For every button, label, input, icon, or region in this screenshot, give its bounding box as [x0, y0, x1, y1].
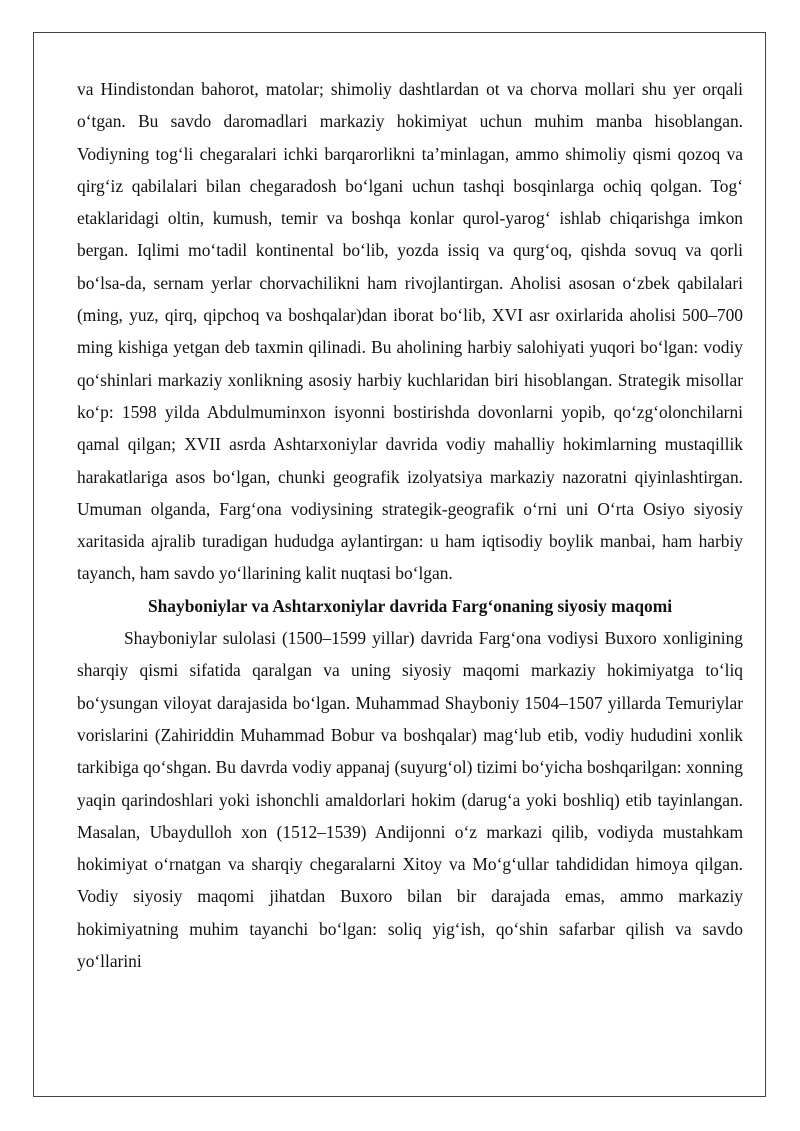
section-heading: Shayboniylar va Ashtarxoniylar davrida Farg‘onaning siyosiy maqomi — [147, 595, 673, 616]
paragraph-continuation: va Hindistondan bahorot, matolar; shimoliy dashtlardan ot va chorva mollari shu yer orqali o‘tgan. Bu savdo daromadlari markaziy hokimiyat uchun muhim manba hisoblangan. Vodiyning tog‘li chegaralari ichki barqarorlikni ta’minlagan, ammo shimoliy qismi qozoq va qirg‘iz qabilalari bilan chegaradosh bo‘lgani uchun tashqi bosqinlarga ochiq qolgan. Tog‘ etaklaridagi oltin, kumush, temir va boshqa konlar qurol-yarog‘ ishlab chiqarishga imkon bergan. Iqlimi mo‘tadil kontinental bo‘lib, yozda issiq va qurg‘oq, qishda sovuq va qorli bo‘lsa-da, sernam yerlar chorvachilikni ham rivojlantirgan. Aholisi asosan o‘zbek qabilalari (ming, yuz, qirq, qipchoq va boshqalar)dan iborat bo‘lib, XVI asr oxirlarida aholisi 500–700 ming kishiga yetgan deb taxmin qilinadi. Bu aholining harbiy salohiyati yuqori bo‘lgan: vodiy qo‘shinlari markaziy xonlikning asosiy harbiy kuchlaridan biri hisoblangan. Strategik misollar ko‘p: 1598 yilda Abdulmuminxon isyonni bostirishda dovonlarni yopib, qo‘zg‘olonchilarni qamal qilgan; XVII asrda Ashtarxoniylar davrida vodiy mahalliy hokimlarning mustaqillik harakatlariga asos bo‘lgan, chunki geografik izolyatsiya markaziy nazoratni qiyinlashtirgan. Umuman olganda, Farg‘ona vodiysining strategik-geografik o‘rni uni O‘rta Osiyo siyosiy xaritasida ajralib turadigan hududga aylantirgan: u ham iqtisodiy boylik manbai, ham harbiy tayanch, ham savdo yo‘llarining kalit nuqtasi bo‘lgan. — [77, 79, 743, 584]
document-body — [77, 73, 743, 977]
paragraph-shayboniylar: Shayboniylar sulolasi (1500–1599 yillar) davrida Farg‘ona vodiysi Buxoro xonligining sharqiy qismi sifatida qaralgan va uning siyosiy maqomi markaziy hokimiyatga to‘liq bo‘ysungan viloyat darajasida bo‘lgan. Muhammad Shayboniy 1504–1507 yillarda Temuriylar vorislarini (Zahiriddin Muhammad Bobur va boshqalar) mag‘lub etib, vodiy hududini xonlik tarkibiga qo‘shgan. Bu davrda vodiy appanaj (suyurg‘ol) tizimi bo‘yicha boshqarilgan: xonning yaqin qarindoshlari yoki ishonchli amaldorlari hokim (darug‘a yoki boshliq) etib tayinlangan. Masalan, Ubaydulloh xon (1512–1539) Andijonni o‘z markazi qilib, vodiyda mustahkam hokimiyat o‘rnatgan va sharqiy chegaralarni Xitoy va Mo‘g‘ullar tahdididan himoya qilgan. Vodiy siyosiy maqomi jihatdan Buxoro bilan bir darajada emas, ammo markaziy hokimiyatning muhim tayanchi bo‘lgan: soliq yig‘ish, qo‘shin safarbar qilish va savdo yo‘llarini — [77, 628, 743, 972]
